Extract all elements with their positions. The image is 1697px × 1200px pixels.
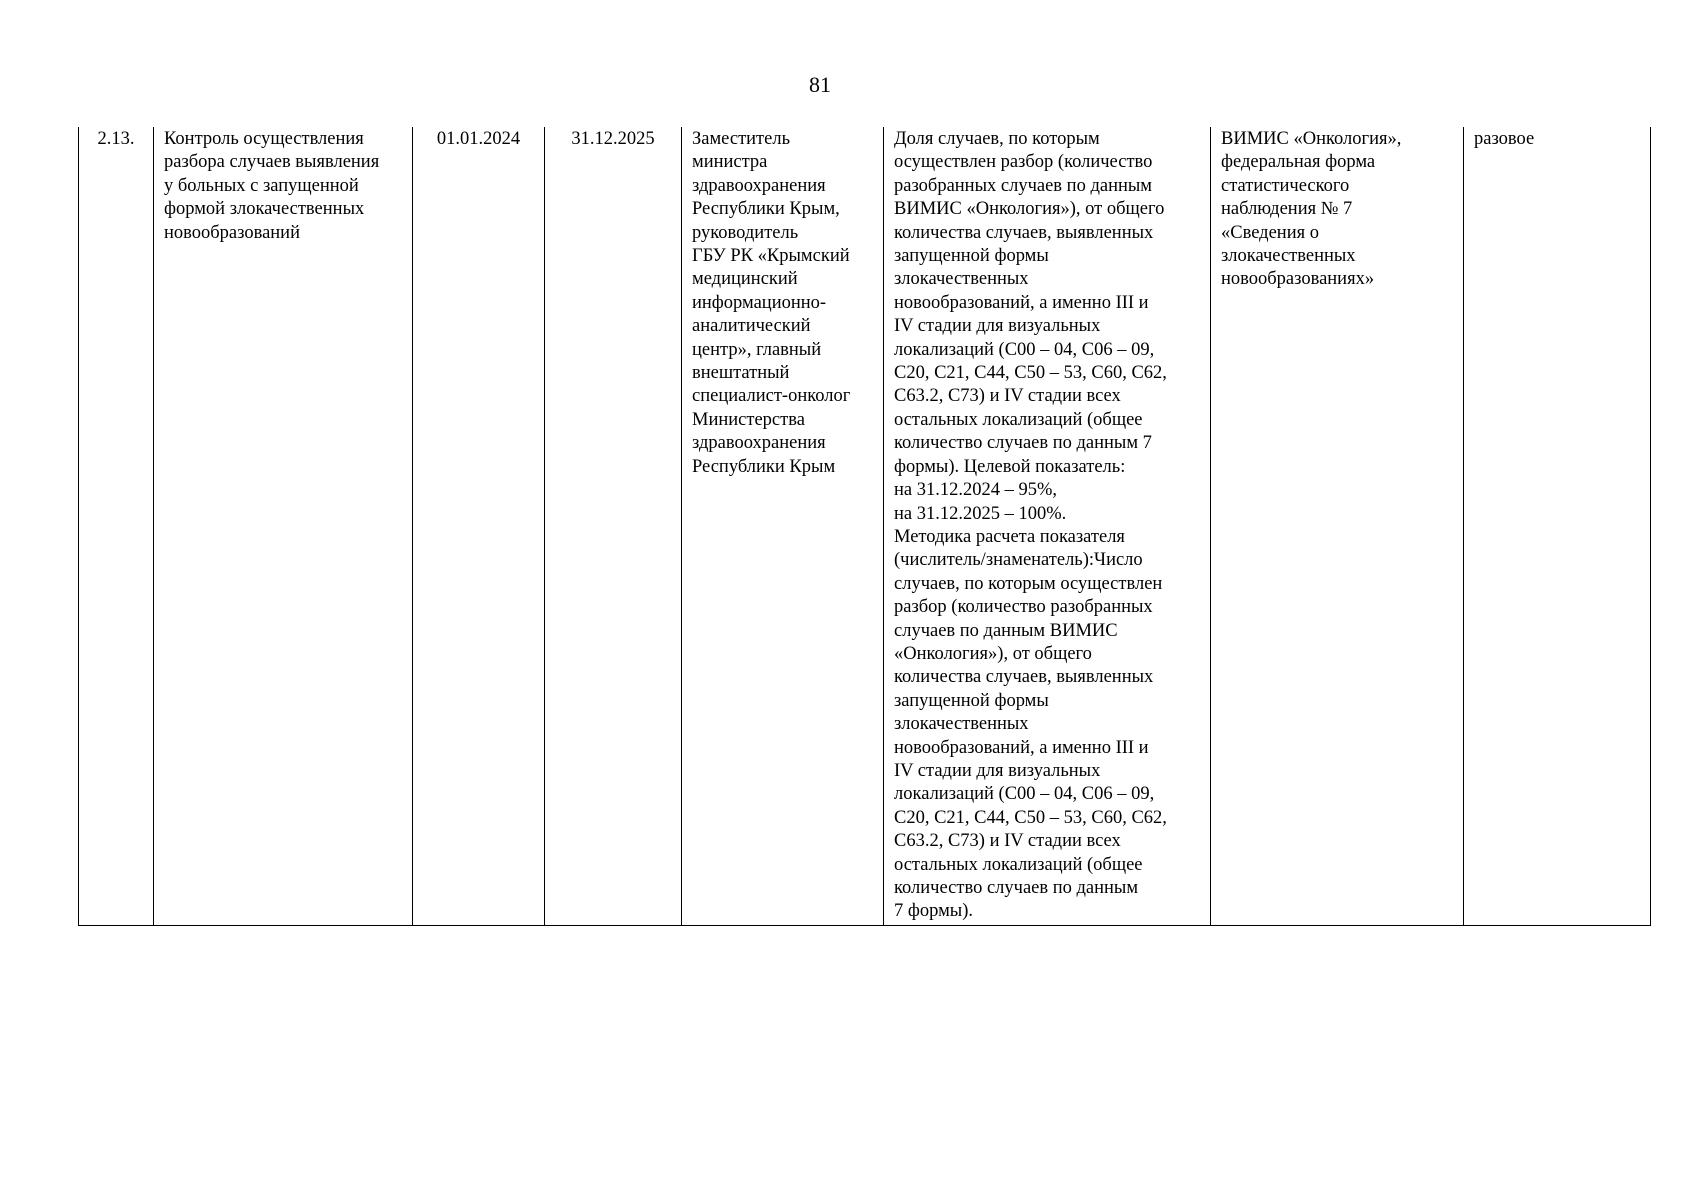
- periodicity-cell: разовое: [1464, 127, 1651, 925]
- responsible-cell: Заместитель министра здравоохранения Республики Крым, руководитель ГБУ РК «Крымский медицинский информационно- аналитический центр», главный внештатный специалист-онколог Министерства здравоохранения Республики Крым: [682, 127, 884, 925]
- indicator-cell: Доля случаев, по которым осуществлен разбор (количество разобранных случаев по данным ВИМИС «Онкология»), от общего количества случаев, выявленных запущенной формы злокачественных новообразований, а именно III и IV стадии для визуальных локализаций (С00 – 04, С06 – 09, С20, С21, С44, С50 – 53, С60, С62, С63.2, С73) и IV стадии всех остальных локализаций (общее количество случаев по данным 7 формы). Целевой показатель: на 31.12.2024 – 95%, на 31.12.2025 – 100%. Методика расчета показателя (числитель/знаменатель):Число случаев, по которым осуществлен разбор (количество разобранных случаев по данным ВИМИС «Онкология»), от общего количества случаев, выявленных запущенной формы злокачественных новообразований, а именно III и IV стадии для визуальных локализаций (С00 – 04, С06 – 09, С20, С21, С44, С50 – 53, С60, С62, С63.2, С73) и IV стадии всех остальных локализаций (общее количество случаев по данным 7 формы).: [884, 127, 1211, 925]
- row-number-cell: 2.13.: [79, 127, 154, 925]
- table-row: [79, 127, 1651, 925]
- start-date-cell: 01.01.2024: [413, 127, 545, 925]
- activity-cell: Контроль осуществления разбора случаев выявления у больных с запущенной формой злокачественных новообразований: [154, 127, 413, 925]
- source-cell: ВИМИС «Онкология», федеральная форма статистического наблюдения № 7 «Сведения о злокачественных новообразованиях»: [1211, 127, 1464, 925]
- page-number: 81: [809, 72, 831, 97]
- plan-table: [78, 127, 1651, 926]
- end-date-cell: 31.12.2025: [545, 127, 682, 925]
